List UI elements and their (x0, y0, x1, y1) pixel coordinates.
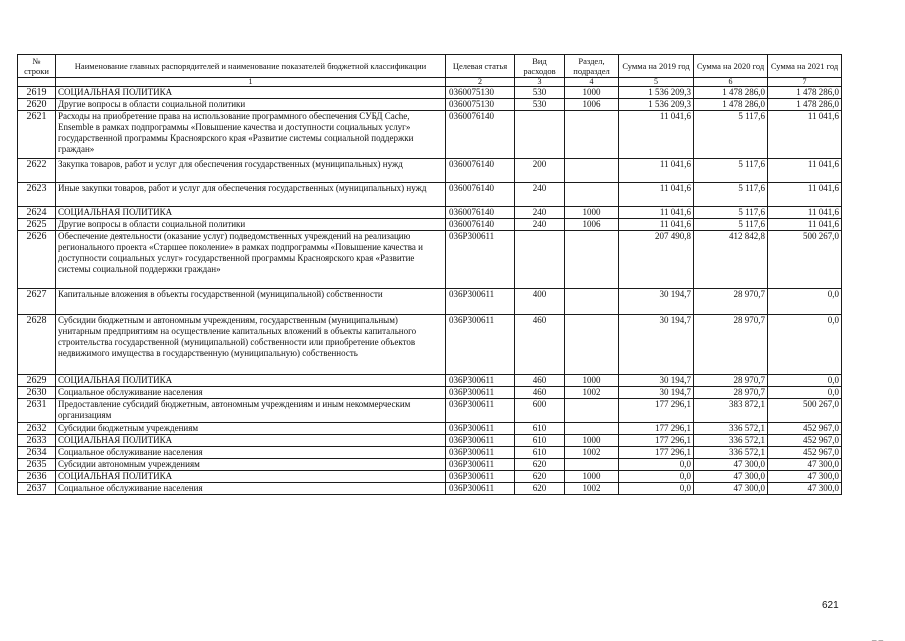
sum-2019: 11 041,6 (619, 183, 694, 207)
table-row (18, 387, 842, 399)
sum-2021: 0,0 (768, 289, 842, 315)
sum-2019: 1 536 209,3 (619, 87, 694, 99)
section-code: 1002 (565, 483, 619, 495)
row-number: 2631 (18, 399, 56, 423)
sum-2020: 1 478 286,0 (694, 99, 768, 111)
column-index: 1 (56, 78, 446, 87)
table-row (18, 423, 842, 435)
table-row (18, 159, 842, 183)
sum-2019: 30 194,7 (619, 387, 694, 399)
sum-2021: 0,0 (768, 375, 842, 387)
section-code (565, 459, 619, 471)
row-number: 2637 (18, 483, 56, 495)
sum-2019: 177 296,1 (619, 435, 694, 447)
sum-2021: 1 478 286,0 (768, 87, 842, 99)
table-row (18, 447, 842, 459)
target-article: 036P300611 (446, 435, 515, 447)
row-number: 2619 (18, 87, 56, 99)
target-article: 036P300611 (446, 423, 515, 435)
table-row (18, 289, 842, 315)
row-number: 2624 (18, 207, 56, 219)
expense-type: 610 (515, 447, 565, 459)
table-row (18, 99, 842, 111)
target-article: 036P300611 (446, 387, 515, 399)
sum-2020: 47 300,0 (694, 459, 768, 471)
section-code: 1002 (565, 447, 619, 459)
row-number: 2635 (18, 459, 56, 471)
sum-2021: 452 967,0 (768, 435, 842, 447)
target-article: 036P300611 (446, 399, 515, 423)
expense-type: 530 (515, 99, 565, 111)
row-name: СОЦИАЛЬНАЯ ПОЛИТИКА (56, 207, 446, 219)
sum-2019: 0,0 (619, 483, 694, 495)
row-name: Субсидии бюджетным учреждениям (56, 423, 446, 435)
sum-2021: 452 967,0 (768, 423, 842, 435)
expense-type: 610 (515, 423, 565, 435)
section-code: 1006 (565, 219, 619, 231)
sum-2020: 28 970,7 (694, 387, 768, 399)
sum-2019: 30 194,7 (619, 315, 694, 375)
section-code: 1000 (565, 207, 619, 219)
row-name: Социальное обслуживание населения (56, 387, 446, 399)
sum-2021: 47 300,0 (768, 483, 842, 495)
sum-2021: 0,0 (768, 387, 842, 399)
row-number: 2627 (18, 289, 56, 315)
sum-2020: 1 478 286,0 (694, 87, 768, 99)
column-index: 3 (515, 78, 565, 87)
sum-2021: 500 267,0 (768, 399, 842, 423)
sum-2020: 5 117,6 (694, 159, 768, 183)
sum-2019: 30 194,7 (619, 289, 694, 315)
target-article: 0360076140 (446, 111, 515, 159)
row-number: 2630 (18, 387, 56, 399)
row-name: Другие вопросы в области социальной политики (56, 99, 446, 111)
sum-2021: 11 041,6 (768, 159, 842, 183)
column-index: 5 (619, 78, 694, 87)
target-article: 036P300611 (446, 375, 515, 387)
sum-2020: 336 572,1 (694, 435, 768, 447)
row-number: 2633 (18, 435, 56, 447)
section-code (565, 183, 619, 207)
column-index: 4 (565, 78, 619, 87)
sum-2020: 5 117,6 (694, 207, 768, 219)
row-number: 2632 (18, 423, 56, 435)
section-code (565, 159, 619, 183)
section-code: 1000 (565, 375, 619, 387)
expense-type: 460 (515, 387, 565, 399)
header-target-article: Целевая статья (446, 55, 515, 78)
section-code (565, 315, 619, 375)
sum-2020: 383 872,1 (694, 399, 768, 423)
sum-2021: 500 267,0 (768, 231, 842, 289)
sum-2020: 28 970,7 (694, 289, 768, 315)
target-article: 036P300611 (446, 471, 515, 483)
section-code: 1000 (565, 435, 619, 447)
sum-2019: 207 490,8 (619, 231, 694, 289)
sum-2020: 5 117,6 (694, 111, 768, 159)
row-number: 2625 (18, 219, 56, 231)
row-name: СОЦИАЛЬНАЯ ПОЛИТИКА (56, 435, 446, 447)
row-number: 2620 (18, 99, 56, 111)
row-number: 2629 (18, 375, 56, 387)
budget-table (17, 54, 842, 495)
expense-type: 240 (515, 183, 565, 207)
row-name: Другие вопросы в области социальной политики (56, 219, 446, 231)
row-name: Капитальные вложения в объекты государственной (муниципальной) собственности (56, 289, 446, 315)
row-name: СОЦИАЛЬНАЯ ПОЛИТИКА (56, 375, 446, 387)
table-row (18, 207, 842, 219)
expense-type: 200 (515, 159, 565, 183)
sum-2021: 11 041,6 (768, 111, 842, 159)
header-section: Раздел, подраздел (565, 55, 619, 78)
header-sum-2020: Сумма на 2020 год (694, 55, 768, 78)
section-code (565, 111, 619, 159)
sum-2020: 47 300,0 (694, 471, 768, 483)
expense-type: 600 (515, 399, 565, 423)
table-row (18, 375, 842, 387)
sum-2019: 177 296,1 (619, 399, 694, 423)
sum-2019: 0,0 (619, 459, 694, 471)
target-article: 036P300611 (446, 231, 515, 289)
expense-type: 610 (515, 435, 565, 447)
table-row (18, 111, 842, 159)
sum-2021: 47 300,0 (768, 459, 842, 471)
sum-2021: 47 300,0 (768, 471, 842, 483)
row-name: Иные закупки товаров, работ и услуг для обеспечения государственных (муниципальных) нужд (56, 183, 446, 207)
header-row-number: № строки (18, 55, 56, 78)
target-article: 0360076140 (446, 159, 515, 183)
sum-2021: 0,0 (768, 315, 842, 375)
sum-2019: 30 194,7 (619, 375, 694, 387)
target-article: 0360075130 (446, 87, 515, 99)
sum-2020: 28 970,7 (694, 315, 768, 375)
sum-2020: 47 300,0 (694, 483, 768, 495)
expense-type: 240 (515, 219, 565, 231)
sum-2020: 5 117,6 (694, 219, 768, 231)
column-index-row (18, 78, 842, 87)
expense-type: 460 (515, 375, 565, 387)
row-number: 2622 (18, 159, 56, 183)
row-number: 2628 (18, 315, 56, 375)
row-name: Расходы на приобретение права на использование программного обеспечения СУБД Cache, Ensemble в рамках подпрограммы «Повышение качества и доступности социальных услуг» государственной программы Красноярского края «Развитие системы социальной поддержки граждан» (56, 111, 446, 159)
sum-2019: 11 041,6 (619, 207, 694, 219)
target-article: 036P300611 (446, 447, 515, 459)
row-name: Закупка товаров, работ и услуг для обеспечения государственных (муниципальных) нужд (56, 159, 446, 183)
sum-2019: 11 041,6 (619, 159, 694, 183)
target-article: 0360076140 (446, 183, 515, 207)
table-row (18, 219, 842, 231)
sum-2021: 11 041,6 (768, 219, 842, 231)
row-name: СОЦИАЛЬНАЯ ПОЛИТИКА (56, 471, 446, 483)
sum-2019: 177 296,1 (619, 447, 694, 459)
section-code (565, 399, 619, 423)
sum-2021: 1 478 286,0 (768, 99, 842, 111)
expense-type: 240 (515, 207, 565, 219)
section-code: 1006 (565, 99, 619, 111)
header-name: Наименование главных распорядителей и наименование показателей бюджетной классификации (56, 55, 446, 78)
column-index: 6 (694, 78, 768, 87)
expense-type: 620 (515, 459, 565, 471)
sum-2021: 452 967,0 (768, 447, 842, 459)
table-row (18, 435, 842, 447)
table-row (18, 183, 842, 207)
sum-2020: 336 572,1 (694, 423, 768, 435)
table-row (18, 459, 842, 471)
section-code (565, 231, 619, 289)
sum-2019: 11 041,6 (619, 111, 694, 159)
sum-2020: 336 572,1 (694, 447, 768, 459)
sum-2020: 412 842,8 (694, 231, 768, 289)
target-article: 036P300611 (446, 483, 515, 495)
header-expense-type: Вид расходов (515, 55, 565, 78)
scan-mark: _ _ (872, 632, 884, 641)
row-number: 2621 (18, 111, 56, 159)
table-row (18, 471, 842, 483)
page-number: 621 (822, 600, 839, 611)
row-number: 2634 (18, 447, 56, 459)
expense-type: 620 (515, 471, 565, 483)
header-sum-2021: Сумма на 2021 год (768, 55, 842, 78)
target-article: 036P300611 (446, 289, 515, 315)
sum-2021: 11 041,6 (768, 207, 842, 219)
expense-type (515, 231, 565, 289)
expense-type (515, 111, 565, 159)
expense-type: 530 (515, 87, 565, 99)
sum-2019: 11 041,6 (619, 219, 694, 231)
table-row (18, 87, 842, 99)
table-row (18, 315, 842, 375)
sum-2019: 177 296,1 (619, 423, 694, 435)
column-index: 2 (446, 78, 515, 87)
row-name: СОЦИАЛЬНАЯ ПОЛИТИКА (56, 87, 446, 99)
section-code (565, 289, 619, 315)
expense-type: 620 (515, 483, 565, 495)
row-number: 2636 (18, 471, 56, 483)
target-article: 0360076140 (446, 207, 515, 219)
row-name: Субсидии бюджетным и автономным учреждениям, государственным (муниципальным) унитарным предприятиям на осуществление капитальных вложений в объекты капитального строительства государственной (муниципальной) собственности или приобретение объектов недвижимого имущества в государственную (муниципальную) собственность (56, 315, 446, 375)
sum-2019: 1 536 209,3 (619, 99, 694, 111)
target-article: 036P300611 (446, 459, 515, 471)
target-article: 036P300611 (446, 315, 515, 375)
target-article: 0360075130 (446, 99, 515, 111)
row-name: Предоставление субсидий бюджетным, автономным учреждениям и иным некоммерческим организациям (56, 399, 446, 423)
row-name: Социальное обслуживание населения (56, 483, 446, 495)
sum-2019: 0,0 (619, 471, 694, 483)
section-code (565, 423, 619, 435)
table-header-row (18, 55, 842, 78)
row-number: 2626 (18, 231, 56, 289)
sum-2021: 11 041,6 (768, 183, 842, 207)
table-row (18, 483, 842, 495)
row-number: 2623 (18, 183, 56, 207)
row-name: Социальное обслуживание населения (56, 447, 446, 459)
table-row (18, 231, 842, 289)
expense-type: 400 (515, 289, 565, 315)
sum-2020: 28 970,7 (694, 375, 768, 387)
column-index: 7 (768, 78, 842, 87)
header-sum-2019: Сумма на 2019 год (619, 55, 694, 78)
section-code: 1000 (565, 87, 619, 99)
table-row (18, 399, 842, 423)
row-name: Обеспечение деятельности (оказание услуг) подведомственных учреждений на реализацию регионального проекта «Старшее поколение» в рамках подпрограммы «Повышение качества и доступности социальных услуг» государственной программы Красноярского края «Развитие системы социальной поддержки граждан» (56, 231, 446, 289)
section-code: 1002 (565, 387, 619, 399)
section-code: 1000 (565, 471, 619, 483)
expense-type: 460 (515, 315, 565, 375)
sum-2020: 5 117,6 (694, 183, 768, 207)
row-name: Субсидии автономным учреждениям (56, 459, 446, 471)
target-article: 0360076140 (446, 219, 515, 231)
